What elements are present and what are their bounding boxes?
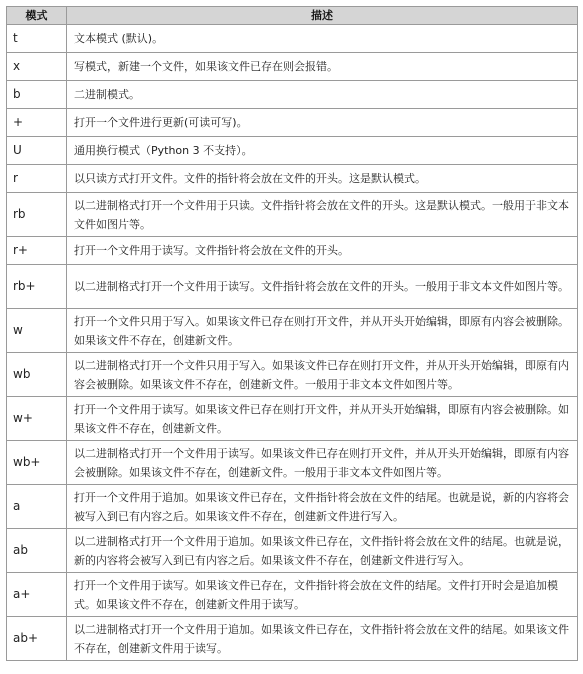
description-cell: 以二进制格式打开一个文件用于只读。文件指针将会放在文件的开头。这是默认模式。一般用于非文本文件如图片等。	[67, 193, 578, 237]
description-cell: 打开一个文件进行更新(可读可写)。	[67, 109, 578, 137]
description-cell: 以二进制格式打开一个文件用于读写。文件指针将会放在文件的开头。一般用于非文本文件如图片等。	[67, 265, 578, 309]
mode-cell: r	[7, 165, 67, 193]
table-row	[7, 237, 578, 265]
table-row	[7, 397, 578, 441]
description-cell: 写模式，新建一个文件，如果该文件已存在则会报错。	[67, 53, 578, 81]
mode-cell: w	[7, 309, 67, 353]
description-cell: 文本模式 (默认)。	[67, 25, 578, 53]
mode-cell: U	[7, 137, 67, 165]
table-row	[7, 109, 578, 137]
table-row	[7, 573, 578, 617]
description-cell: 以只读方式打开文件。文件的指针将会放在文件的开头。这是默认模式。	[67, 165, 578, 193]
table-row	[7, 441, 578, 485]
description-cell: 打开一个文件只用于写入。如果该文件已存在则打开文件，并从开头开始编辑，即原有内容会被删除。如果该文件不存在，创建新文件。	[67, 309, 578, 353]
file-modes-table	[6, 6, 578, 661]
description-cell: 打开一个文件用于追加。如果该文件已存在，文件指针将会放在文件的结尾。也就是说，新的内容将会被写入到已有内容之后。如果该文件不存在，创建新文件进行写入。	[67, 485, 578, 529]
mode-cell: a+	[7, 573, 67, 617]
mode-cell: w+	[7, 397, 67, 441]
mode-cell: a	[7, 485, 67, 529]
mode-cell: ab+	[7, 617, 67, 661]
mode-cell: b	[7, 81, 67, 109]
description-cell: 打开一个文件用于读写。如果该文件已存在则打开文件，并从开头开始编辑，即原有内容会被删除。如果该文件不存在，创建新文件。	[67, 397, 578, 441]
table-row	[7, 165, 578, 193]
table-row	[7, 485, 578, 529]
mode-cell: x	[7, 53, 67, 81]
description-cell: 打开一个文件用于读写。文件指针将会放在文件的开头。	[67, 237, 578, 265]
description-cell: 打开一个文件用于读写。如果该文件已存在，文件指针将会放在文件的结尾。文件打开时会是追加模式。如果该文件不存在，创建新文件用于读写。	[67, 573, 578, 617]
header-description: 描述	[67, 7, 578, 25]
table-row	[7, 137, 578, 165]
description-cell: 以二进制格式打开一个文件只用于写入。如果该文件已存在则打开文件，并从开头开始编辑，即原有内容会被删除。如果该文件不存在，创建新文件。一般用于非文本文件如图片等。	[67, 353, 578, 397]
mode-cell: r+	[7, 237, 67, 265]
mode-cell: t	[7, 25, 67, 53]
description-cell: 通用换行模式（Python 3 不支持）。	[67, 137, 578, 165]
mode-cell: wb	[7, 353, 67, 397]
mode-cell: ab	[7, 529, 67, 573]
table-row	[7, 25, 578, 53]
mode-cell: rb+	[7, 265, 67, 309]
table-header-row	[7, 7, 578, 25]
description-cell: 二进制模式。	[67, 81, 578, 109]
description-cell: 以二进制格式打开一个文件用于追加。如果该文件已存在，文件指针将会放在文件的结尾。如果该文件不存在，创建新文件用于读写。	[67, 617, 578, 661]
mode-cell: rb	[7, 193, 67, 237]
table-row	[7, 309, 578, 353]
table-row	[7, 193, 578, 237]
table-row	[7, 81, 578, 109]
description-cell: 以二进制格式打开一个文件用于读写。如果该文件已存在则打开文件，并从开头开始编辑，即原有内容会被删除。如果该文件不存在，创建新文件。一般用于非文本文件如图片等。	[67, 441, 578, 485]
header-mode: 模式	[7, 7, 67, 25]
table-row	[7, 529, 578, 573]
table-row	[7, 617, 578, 661]
description-cell: 以二进制格式打开一个文件用于追加。如果该文件已存在，文件指针将会放在文件的结尾。也就是说，新的内容将会被写入到已有内容之后。如果该文件不存在，创建新文件进行写入。	[67, 529, 578, 573]
file-modes-table-container	[6, 6, 577, 661]
table-row	[7, 53, 578, 81]
table-row	[7, 265, 578, 309]
table-row	[7, 353, 578, 397]
mode-cell: +	[7, 109, 67, 137]
mode-cell: wb+	[7, 441, 67, 485]
